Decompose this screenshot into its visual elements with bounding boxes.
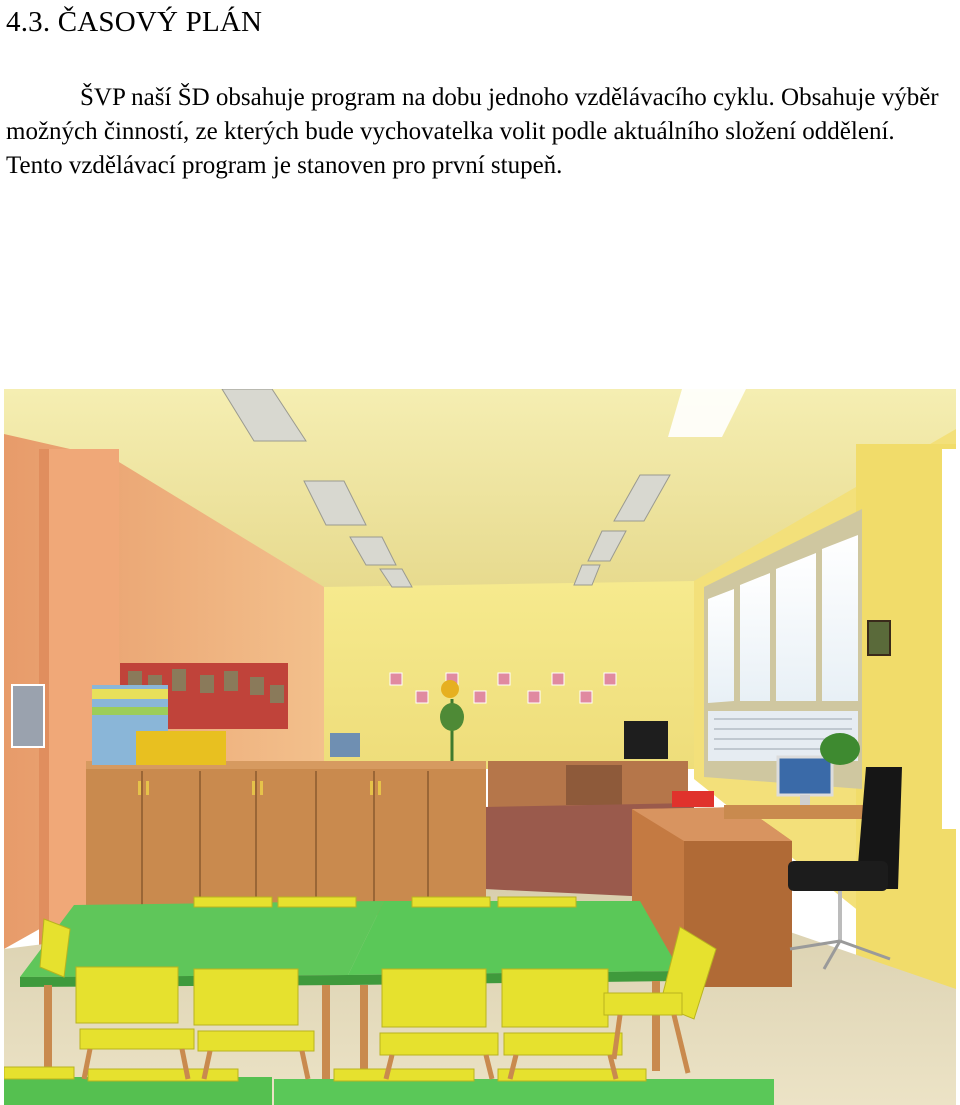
section-heading: 4.3. ČASOVÝ PLÁN — [6, 6, 263, 38]
computer-monitor — [778, 757, 832, 795]
right-pillar — [856, 444, 956, 1004]
body-paragraph: ŠVP naší ŠD obsahuje program na dobu jednoho vzdělávacího cyklu. Obsahuje výběr možných činností, ze kterých bude vychovatelka volit podle aktuálního složení oddělení. Tento vzdělávací program je stanoven pro první stupeň. — [6, 84, 939, 179]
sunflower — [441, 680, 459, 698]
classroom-photo — [4, 389, 956, 1105]
tv — [624, 721, 668, 759]
